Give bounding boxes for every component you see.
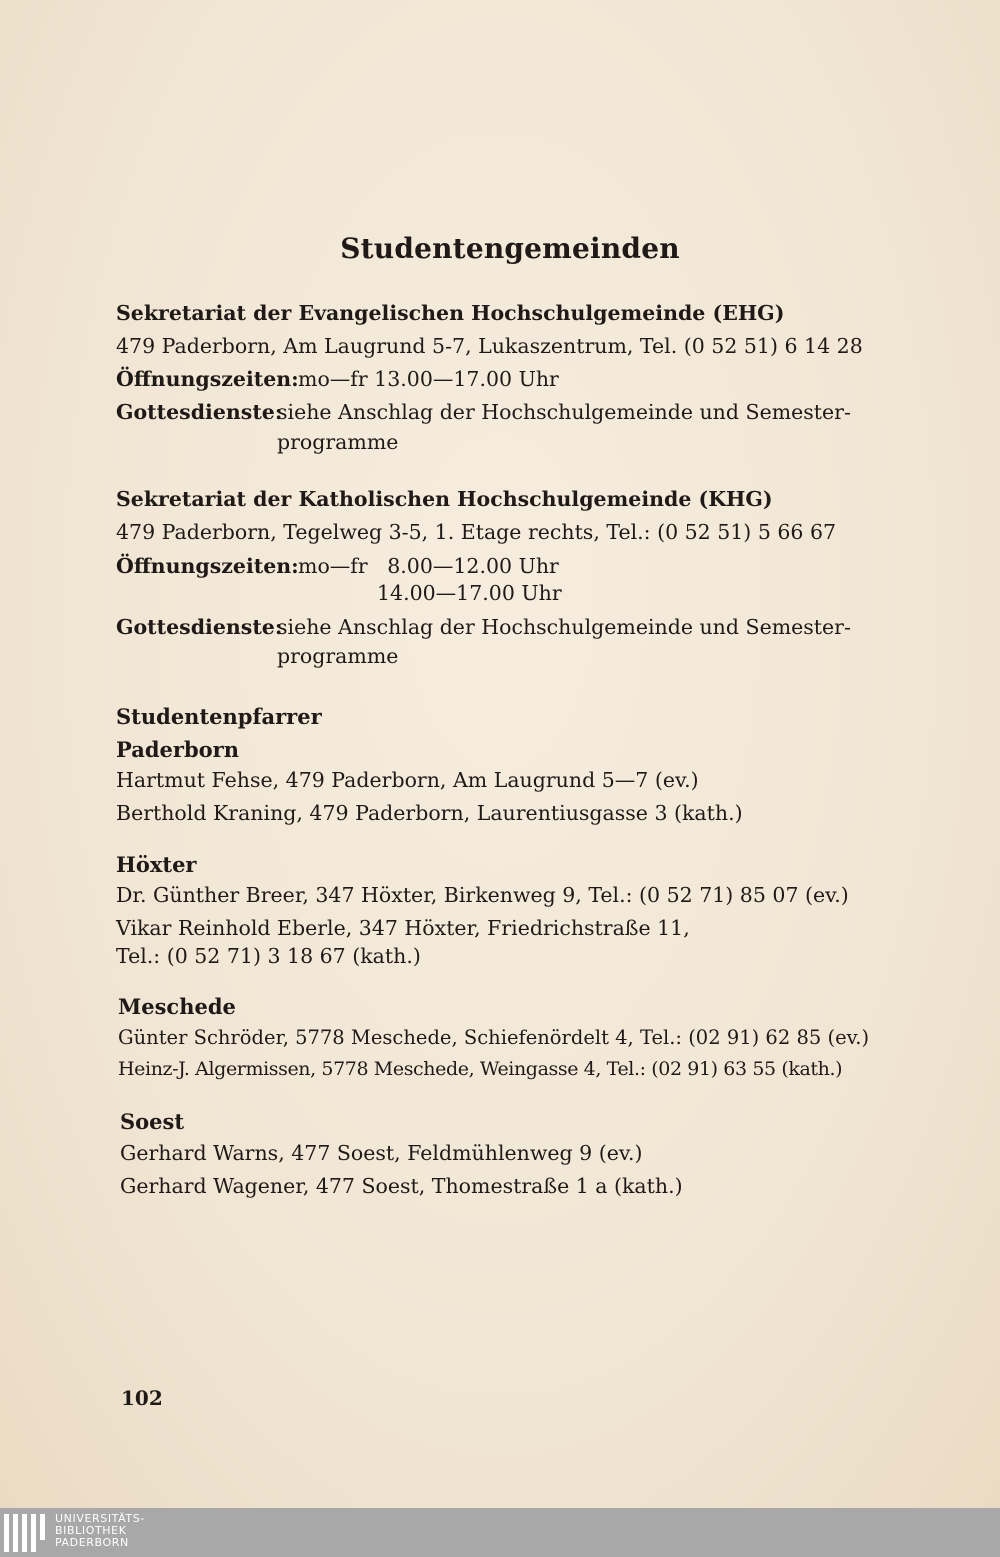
ehg-hours-value: mo—fr 13.00—17.00 Uhr bbox=[298, 367, 559, 391]
hoexter-line3: Tel.: (0 52 71) 3 18 67 (kath.) bbox=[116, 944, 421, 968]
khg-services-line1: siehe Anschlag der Hochschulgemeinde und Semester- bbox=[277, 615, 851, 639]
library-name bbox=[55, 1513, 145, 1549]
ehg-heading: Sekretariat der Evangelischen Hochschulgemeinde (EHG) bbox=[116, 301, 785, 325]
soest-line1: Gerhard Warns, 477 Soest, Feldmühlenweg 9 (ev.) bbox=[120, 1141, 643, 1165]
khg-heading: Sekretariat der Katholischen Hochschulgemeinde (KHG) bbox=[116, 487, 773, 511]
pfarrer-heading: Studentenpfarrer bbox=[116, 704, 322, 729]
paderborn-heading: Paderborn bbox=[116, 737, 239, 762]
khg-hours-value1: mo—fr 8.00—12.00 Uhr bbox=[298, 554, 559, 578]
paderborn-line2: Berthold Kraning, 479 Paderborn, Laurentiusgasse 3 (kath.) bbox=[116, 801, 743, 825]
khg-hours-label: Öffnungszeiten: bbox=[116, 554, 299, 578]
soest-line2: Gerhard Wagener, 477 Soest, Thomestraße 1 a (kath.) bbox=[120, 1174, 683, 1198]
meschede-heading: Meschede bbox=[118, 994, 236, 1019]
ehg-services-line1: siehe Anschlag der Hochschulgemeinde und Semester- bbox=[277, 400, 851, 424]
meschede-line1: Günter Schröder, 5778 Meschede, Schiefenördelt 4, Tel.: (02 91) 62 85 (ev.) bbox=[118, 1026, 870, 1049]
khg-services-label: Gottesdienste: bbox=[116, 615, 283, 639]
page-title: Studentengemeinden bbox=[340, 232, 680, 265]
library-footer-bar bbox=[0, 1508, 1000, 1557]
khg-address: 479 Paderborn, Tegelweg 3-5, 1. Etage rechts, Tel.: (0 52 51) 5 66 67 bbox=[116, 520, 837, 544]
library-name-line3: PADERBORN bbox=[55, 1536, 129, 1549]
soest-heading: Soest bbox=[120, 1109, 185, 1134]
hoexter-line1: Dr. Günther Breer, 347 Höxter, Birkenweg 9, Tel.: (0 52 71) 85 07 (ev.) bbox=[116, 883, 849, 907]
library-logo-icon bbox=[4, 1514, 48, 1552]
ehg-address: 479 Paderborn, Am Laugrund 5-7, Lukaszentrum, Tel. (0 52 51) 6 14 28 bbox=[116, 334, 863, 358]
ehg-hours-label: Öffnungszeiten: bbox=[116, 367, 299, 391]
paderborn-line1: Hartmut Fehse, 479 Paderborn, Am Laugrund 5—7 (ev.) bbox=[116, 768, 699, 792]
ehg-services-label: Gottesdienste: bbox=[116, 400, 283, 424]
ehg-services-line2: programme bbox=[277, 430, 399, 454]
hoexter-line2: Vikar Reinhold Eberle, 347 Höxter, Friedrichstraße 11, bbox=[116, 916, 690, 940]
library-name-line2: BIBLIOTHEK bbox=[55, 1524, 127, 1537]
hoexter-heading: Höxter bbox=[116, 852, 197, 877]
meschede-line2: Heinz-J. Algermissen, 5778 Meschede, Weingasse 4, Tel.: (02 91) 63 55 (kath.) bbox=[118, 1058, 843, 1080]
page-number: 102 bbox=[121, 1386, 163, 1410]
khg-services-line2: programme bbox=[277, 644, 399, 668]
library-name-line1: UNIVERSITÄTS- bbox=[55, 1512, 145, 1525]
khg-hours-value2: 14.00—17.00 Uhr bbox=[377, 581, 562, 605]
